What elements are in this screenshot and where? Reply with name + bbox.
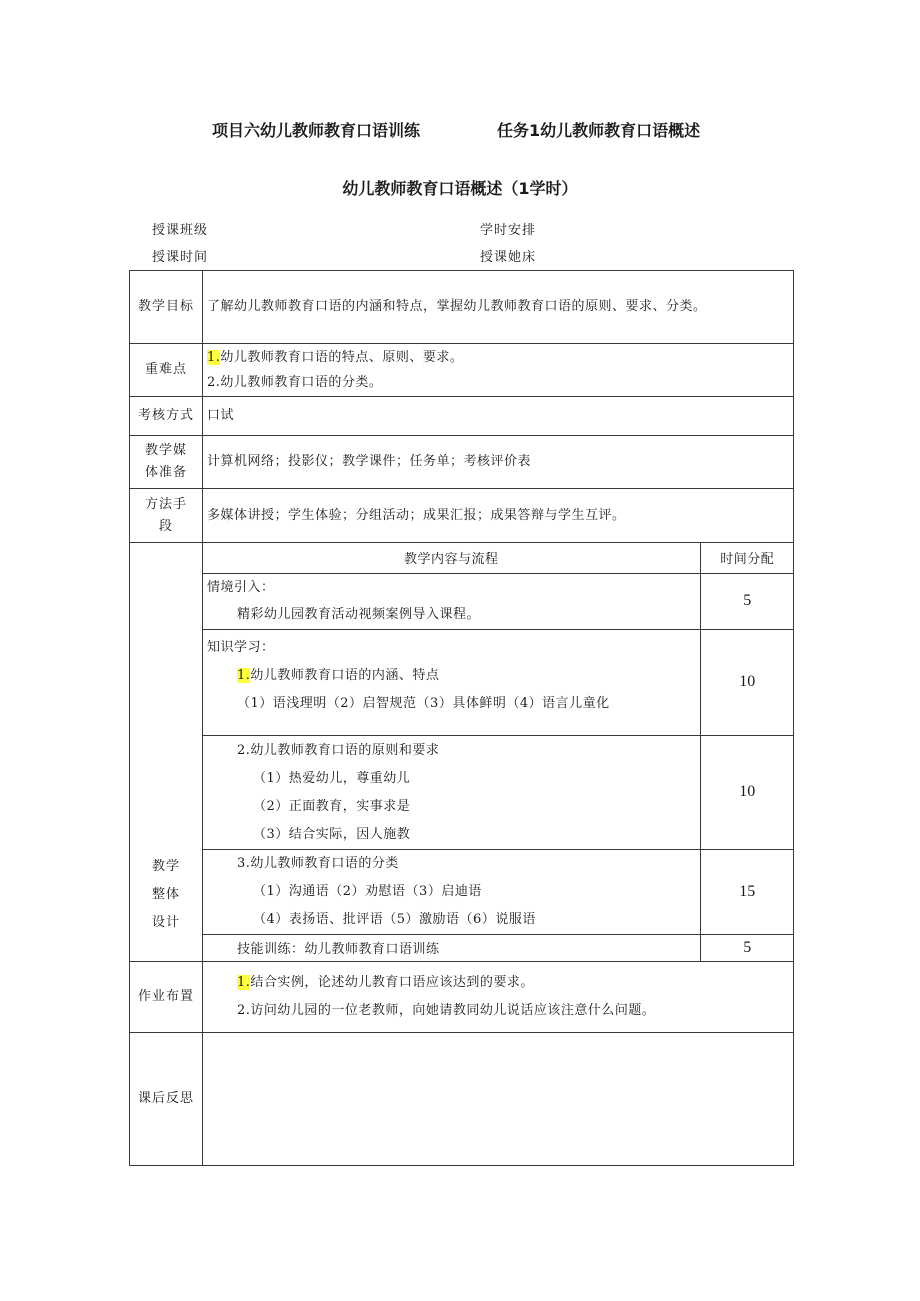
design-header-row bbox=[203, 543, 794, 573]
lesson-plan-table bbox=[129, 270, 794, 1166]
design-inner-table bbox=[203, 543, 794, 961]
lesson-title: 幼儿教师教育口语概述（1学时） bbox=[342, 179, 578, 198]
key-line-2: 2.幼儿教师教育口语的分类。 bbox=[207, 375, 383, 390]
key-cell bbox=[203, 344, 794, 397]
reflection-cell[interactable] bbox=[203, 1033, 794, 1166]
design-item-line: （4）表扬语、批评语（5）激励语（6）说服语 bbox=[253, 911, 536, 927]
media-text: 计算机网络；投影仪；教学课件；任务单；考核评价表 bbox=[203, 436, 794, 489]
design-item-line: （3）结合实际，因人施教 bbox=[253, 826, 411, 842]
assess-label: 考核方式 bbox=[130, 397, 203, 436]
class-label: 授课班级 bbox=[152, 223, 209, 238]
assess-row bbox=[130, 397, 794, 436]
reflection-row bbox=[130, 1033, 794, 1166]
media-row bbox=[130, 436, 794, 489]
homework-num-1: 1. bbox=[237, 975, 251, 990]
homework-label: 作业布置 bbox=[130, 962, 203, 1033]
design-cell bbox=[203, 543, 794, 962]
time-label: 授课时间 bbox=[152, 250, 209, 265]
design-item-line: 知识学习： bbox=[207, 639, 275, 655]
reflection-label: 课后反思 bbox=[130, 1033, 203, 1166]
design-label bbox=[130, 543, 203, 962]
content-column-header: 教学内容与流程 bbox=[203, 543, 700, 573]
design-label-line-1: 教学 bbox=[151, 859, 180, 874]
design-item-line: （1）沟通语（2）劝慰语（3）启迪语 bbox=[253, 883, 482, 899]
design-item-line: （2）正面教育，实事求是 bbox=[253, 798, 411, 814]
design-item-content bbox=[203, 629, 700, 735]
key-line-1: 幼儿教师教育口语的特点、原则、要求。 bbox=[220, 350, 464, 365]
key-row bbox=[130, 344, 794, 397]
design-item-time: 10 bbox=[700, 629, 794, 735]
design-label-line-3: 设计 bbox=[151, 915, 180, 930]
homework-row bbox=[130, 962, 794, 1033]
design-item-row bbox=[203, 629, 794, 735]
media-label-line-2: 体准备 bbox=[144, 465, 187, 480]
homework-cell bbox=[203, 962, 794, 1033]
design-item-content bbox=[203, 735, 700, 849]
key-num-1: 1. bbox=[207, 350, 221, 365]
hours-label: 学时安排 bbox=[480, 223, 537, 238]
method-label bbox=[130, 489, 203, 543]
time-column-header: 时间分配 bbox=[700, 543, 794, 573]
task-title: 任务1幼儿教师教育口语概述 bbox=[497, 121, 701, 140]
design-item-line: 技能训练：幼儿教师教育口语训练 bbox=[237, 942, 440, 958]
method-label-line-2: 段 bbox=[158, 518, 173, 534]
design-item-row bbox=[203, 849, 794, 934]
key-label: 重难点 bbox=[130, 344, 203, 397]
design-item-row bbox=[203, 735, 794, 849]
design-item-line: 3.幼儿教师教育口语的分类 bbox=[237, 855, 399, 871]
media-label-line-1: 教学媒 bbox=[144, 443, 187, 458]
design-row bbox=[130, 543, 794, 962]
place-label: 授课她床 bbox=[480, 250, 537, 265]
design-label-line-2: 整体 bbox=[151, 887, 180, 902]
project-title: 项目六幼儿教师教育口语训练 bbox=[212, 121, 421, 140]
method-text: 多媒体讲授；学生体验；分组活动；成果汇报；成果答辩与学生互评。 bbox=[203, 489, 794, 543]
goal-label: 教学目标 bbox=[130, 271, 203, 344]
design-item-line: （1）热爱幼儿，尊重幼儿 bbox=[253, 770, 411, 786]
goal-row bbox=[130, 271, 794, 344]
design-item-content bbox=[203, 849, 700, 934]
method-row bbox=[130, 489, 794, 543]
assess-text: 口试 bbox=[203, 397, 794, 436]
design-item-content bbox=[203, 934, 700, 961]
design-item-num: 1. bbox=[237, 667, 251, 683]
homework-line-2: 2.访问幼儿园的一位老教师，向她请教同幼儿说话应该注意什么问题。 bbox=[237, 1003, 656, 1018]
design-item-time: 5 bbox=[700, 934, 794, 961]
design-item-row bbox=[203, 934, 794, 961]
homework-line-1: 结合实例，论述幼儿教育口语应该达到的要求。 bbox=[250, 975, 534, 990]
design-item-row bbox=[203, 573, 794, 629]
goal-text: 了解幼儿教师教育口语的内涵和特点，掌握幼儿教师教育口语的原则、要求、分类。 bbox=[203, 271, 794, 344]
design-item-time: 10 bbox=[700, 735, 794, 849]
design-item-content bbox=[203, 573, 700, 629]
method-label-line-1: 方法手 bbox=[144, 496, 187, 512]
design-item-line: 情境引入： bbox=[207, 579, 275, 595]
design-item-time: 5 bbox=[700, 573, 794, 629]
design-item-line: 精彩幼儿园教育活动视频案例导入课程。 bbox=[237, 606, 481, 622]
design-item-line: 2.幼儿教师教育口语的原则和要求 bbox=[237, 742, 440, 758]
design-item-line: 幼儿教师教育口语的内涵、特点 bbox=[250, 667, 440, 683]
design-item-time: 15 bbox=[700, 849, 794, 934]
design-item-line: （1）语浅理明（2）启智规范（3）具体鲜明（4）语言儿童化 bbox=[237, 695, 610, 711]
media-label bbox=[130, 436, 203, 489]
